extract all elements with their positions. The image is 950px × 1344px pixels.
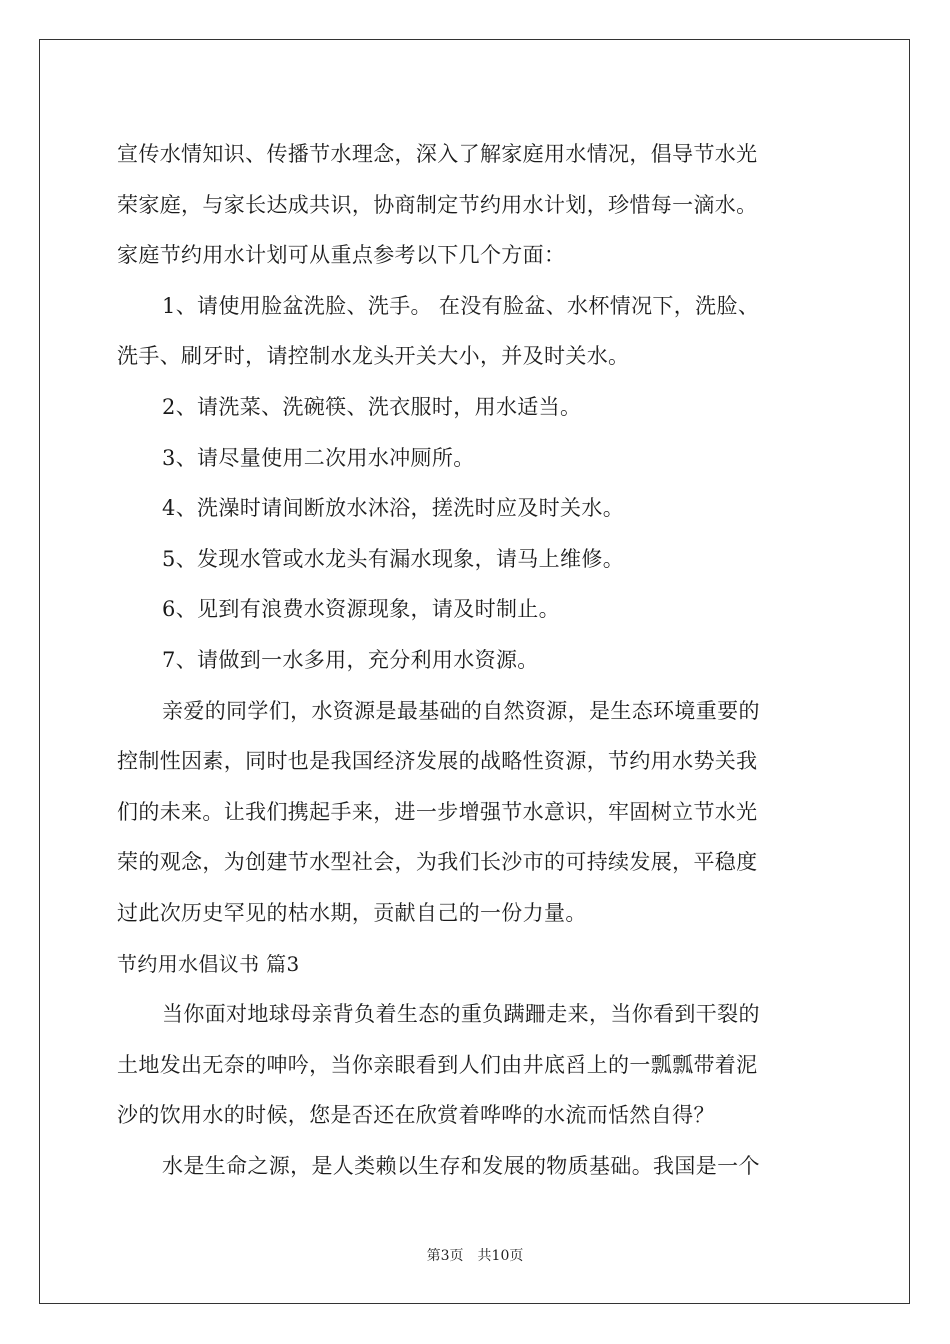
body-line: 过此次历史罕见的枯水期，贡献自己的一份力量。 xyxy=(117,900,587,925)
body-line: 土地发出无奈的呻吟，当你亲眼看到人们由井底舀上的一瓢瓢带着泥 xyxy=(117,1052,758,1077)
page-total: 共10页 xyxy=(477,1248,524,1264)
body-line: 沙的饮用水的时候，您是否还在欣赏着哗哗的水流而恬然自得？ xyxy=(117,1103,715,1128)
list-item-line: 6、见到有浪费水资源现象，请及时制止。 xyxy=(162,597,561,622)
body-line: 荣的观念，为创建节水型社会，为我们长沙市的可持续发展，平稳度 xyxy=(117,850,758,875)
body-line: 当你面对地球母亲背负着生态的重负蹒跚走来，当你看到干裂的 xyxy=(162,1002,760,1027)
list-item-line: 洗手、刷牙时，请控制水龙头开关大小，并及时关水。 xyxy=(117,344,630,369)
page-footer xyxy=(0,1245,950,1265)
list-item-line: 5、发现水管或水龙头有漏水现象，请马上维修。 xyxy=(162,546,625,571)
body-line: 荣家庭，与家长达成共识，协商制定节约用水计划，珍惜每一滴水。 xyxy=(117,192,758,217)
page-number: 第3页 xyxy=(426,1248,464,1264)
document-body xyxy=(117,129,837,1191)
body-line: 们的未来。让我们携起手来，进一步增强节水意识，牢固树立节水光 xyxy=(117,799,758,824)
list-item-line: 2、请洗菜、洗碗筷、洗衣服时，用水适当。 xyxy=(162,394,582,419)
section-heading: 节约用水倡议书 篇3 xyxy=(117,951,300,976)
body-line: 控制性因素，同时也是我国经济发展的战略性资源，节约用水势关我 xyxy=(117,749,758,774)
body-line: 亲爱的同学们，水资源是最基础的自然资源，是生态环境重要的 xyxy=(162,698,760,723)
body-line: 水是生命之源，是人类赖以生存和发展的物质基础。我国是一个 xyxy=(162,1153,760,1178)
list-item-line: 4、洗澡时请间断放水沐浴，搓洗时应及时关水。 xyxy=(162,496,625,521)
body-line: 宣传水情知识、传播节水理念，深入了解家庭用水情况，倡导节水光 xyxy=(117,142,758,166)
list-item-line: 3、请尽量使用二次用水冲厕所。 xyxy=(162,445,475,470)
body-line: 家庭节约用水计划可从重点参考以下几个方面： xyxy=(117,243,566,268)
list-item-line: 1、请使用脸盆洗脸、洗手。 在没有脸盆、水杯情况下，洗脸、 xyxy=(162,293,760,318)
list-item-line: 7、请做到一水多用，充分利用水资源。 xyxy=(162,647,539,672)
